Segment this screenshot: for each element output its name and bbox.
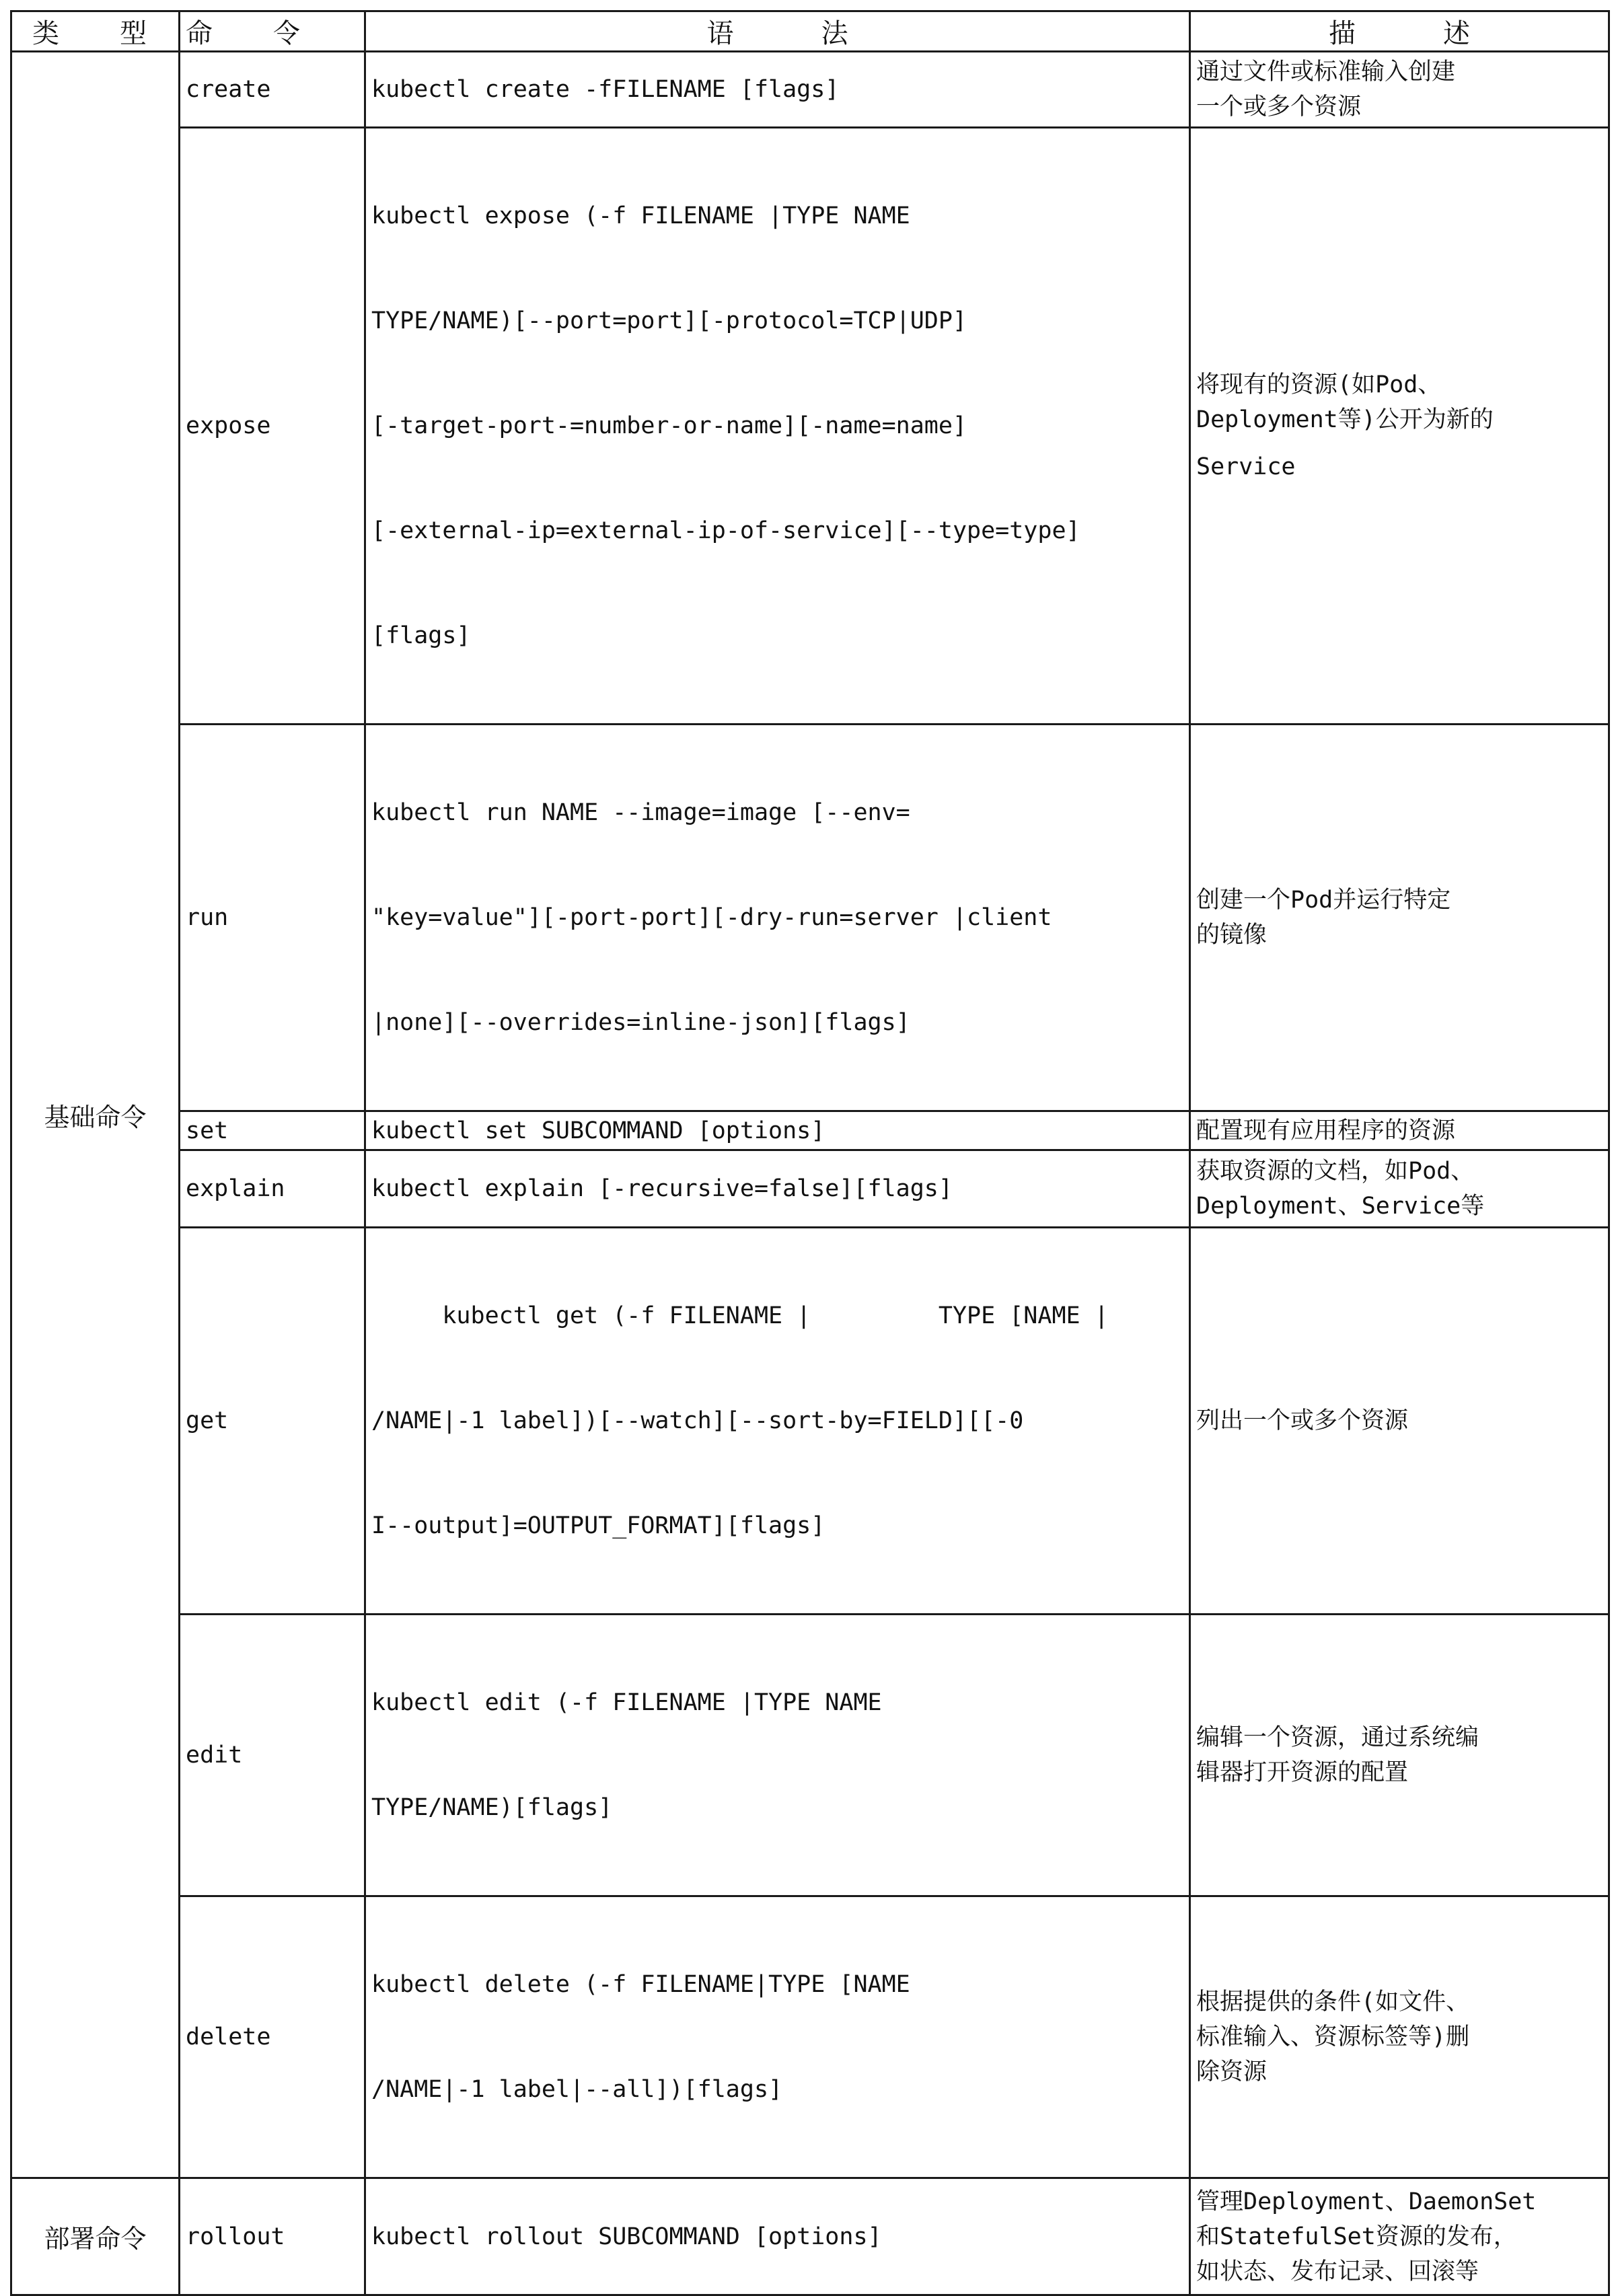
description-cell: 配置现有应用程序的资源: [1190, 1111, 1609, 1150]
description-cell: 将现有的资源(如Pod、 Deployment等)公开为新的 Service: [1190, 128, 1609, 725]
description-cell: 列出一个或多个资源: [1190, 1228, 1609, 1615]
table-row: [11, 128, 1609, 725]
command-cell: set: [180, 1111, 365, 1150]
header-command: 命 令: [180, 11, 365, 52]
syntax-cell: kubectl set SUBCOMMAND [options]: [365, 1111, 1190, 1150]
command-cell: rollout: [180, 2178, 365, 2295]
header-syntax: 语 法: [365, 11, 1190, 52]
description-cell: 获取资源的文档，如Pod、 Deployment、Service等: [1190, 1150, 1609, 1228]
command-cell: delete: [180, 1896, 365, 2178]
header-type: 类 型: [11, 11, 180, 52]
command-cell: expose: [180, 128, 365, 725]
header-description: 描 述: [1190, 11, 1609, 52]
kubectl-command-table: [10, 10, 1610, 2296]
command-cell: explain: [180, 1150, 365, 1228]
table-row: [11, 1111, 1609, 1150]
description-cell: 管理Deployment、DaemonSet 和StatefulSet资源的发布， 如状态、发布记录、回滚等: [1190, 2178, 1609, 2295]
header-row: [11, 11, 1609, 52]
syntax-cell: kubectl create -fFILENAME [flags]: [365, 52, 1190, 128]
description-cell: 通过文件或标准输入创建 一个或多个资源: [1190, 52, 1609, 128]
command-cell: get: [180, 1228, 365, 1615]
syntax-cell: kubectl rollout SUBCOMMAND [options]: [365, 2178, 1190, 2295]
table-row: [11, 52, 1609, 128]
table-row: [11, 1150, 1609, 1228]
syntax-cell: kubectl explain [-recursive=false][flags]: [365, 1150, 1190, 1228]
command-cell: create: [180, 52, 365, 128]
description-cell: 创建一个Pod并运行特定 的镜像: [1190, 725, 1609, 1111]
table-row: [11, 725, 1609, 1111]
syntax-cell: kubectl expose (-f FILENAME |TYPE NAME TYPE/NAME)[--port=port][-protocol=TCP|UDP] [-target-port-=number-or-name][-name=name] [-external-ip=external-ip-of-service][--type=type] [flags]: [365, 128, 1190, 725]
group-label-deploy: 部署命令: [11, 2178, 180, 2295]
command-cell: run: [180, 725, 365, 1111]
syntax-cell: kubectl run NAME --image=image [--env= "key=value"][-port-port][-dry-run=server |client |none][--overrides=inline-json][flags]: [365, 725, 1190, 1111]
table-row: [11, 1615, 1609, 1896]
syntax-cell: kubectl delete (-f FILENAME|TYPE [NAME /NAME|-1 label|--all])[flags]: [365, 1896, 1190, 2178]
command-cell: edit: [180, 1615, 365, 1896]
table-row: [11, 1896, 1609, 2178]
syntax-cell: kubectl get (-f FILENAME | TYPE [NAME | /NAME|-1 label])[--watch][--sort-by=FIELD][[-0 I--output]=OUTPUT_FORMAT][flags]: [365, 1228, 1190, 1615]
description-cell: 根据提供的条件(如文件、 标准输入、资源标签等)删 除资源: [1190, 1896, 1609, 2178]
syntax-cell: kubectl edit (-f FILENAME |TYPE NAME TYPE/NAME)[flags]: [365, 1615, 1190, 1896]
group-label-basic: 基础命令: [11, 52, 180, 2178]
description-cell: 编辑一个资源，通过系统编 辑器打开资源的配置: [1190, 1615, 1609, 1896]
table-row: [11, 2178, 1609, 2295]
table-row: [11, 1228, 1609, 1615]
